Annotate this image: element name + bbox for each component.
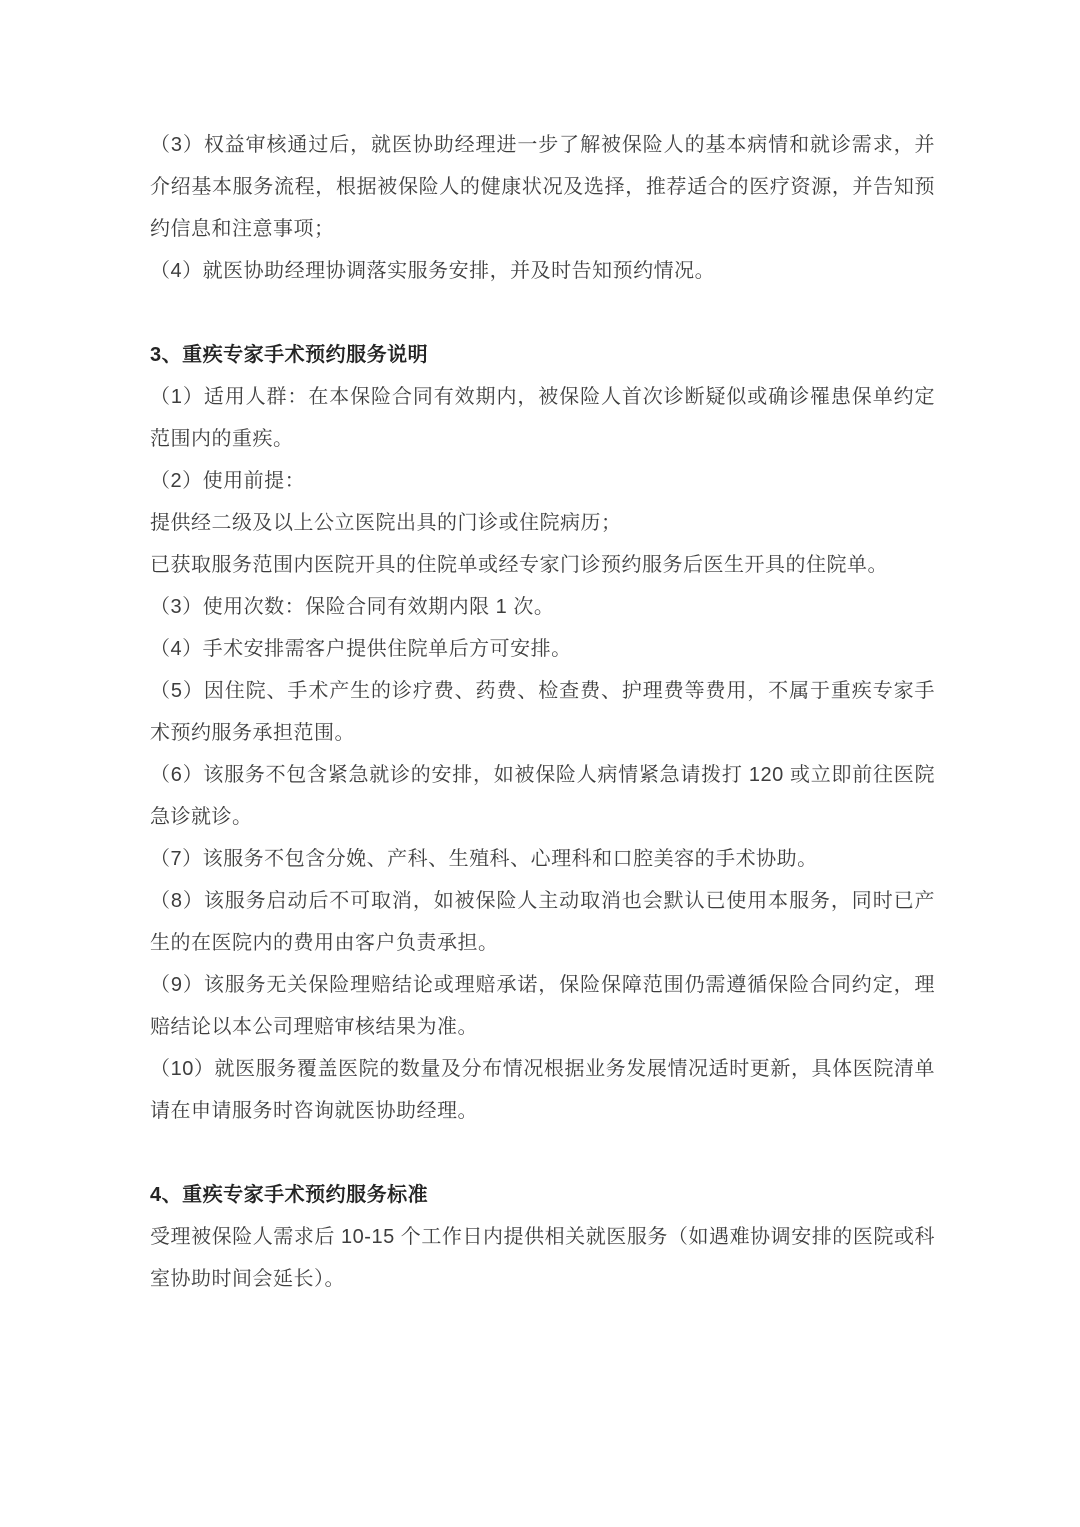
s3-p5-fees-not-covered: （5）因住院、手术产生的诊疗费、药费、检查费、护理费等费用，不属于重疾专家手术预约服务承担范围。 xyxy=(150,680,935,744)
s3-p9-claims-disclaimer: （9）该服务无关保险理赔结论或理赔承诺，保险保障范围仍需遵循保险合同约定，理赔结论以本公司理赔审核结果为准。 xyxy=(150,974,935,1038)
s3-p2-prerequisite: （2）使用前提： xyxy=(150,470,306,492)
s3-p1-applicable-group: （1）适用人群：在本保险合同有效期内，被保险人首次诊断疑似或确诊罹患保单约定范围内的重疾。 xyxy=(150,386,935,450)
s3-p6-no-emergency: （6）该服务不包含紧急就诊的安排，如被保险人病情紧急请拨打 120 或立即前往医院急诊就诊。 xyxy=(150,764,935,828)
s3-p2-prerequisite-records: 提供经二级及以上公立医院出具的门诊或住院病历； xyxy=(150,512,622,534)
s3-p2-prerequisite-admission: 已获取服务范围内医院开具的住院单或经专家门诊预约服务后医生开具的住院单。 xyxy=(150,554,888,576)
s4-service-standard: 受理被保险人需求后 10-15 个工作日内提供相关就医服务（如遇难协调安排的医院或科室协助时间会延长）。 xyxy=(150,1226,935,1290)
para-3-benefit-review: （3）权益审核通过后，就医协助经理进一步了解被保险人的基本病情和就诊需求，并介绍基本服务流程，根据被保险人的健康状况及选择，推荐适合的医疗资源，并告知预约信息和注意事项； xyxy=(150,134,935,240)
s3-p4-surgery-arrangement: （4）手术安排需客户提供住院单后方可安排。 xyxy=(150,638,572,660)
s3-p8-no-cancellation: （8）该服务启动后不可取消，如被保险人主动取消也会默认已使用本服务，同时已产生的在医院内的费用由客户负责承担。 xyxy=(150,890,935,954)
section-3-heading: 3、重疾专家手术预约服务说明 xyxy=(150,344,429,366)
section-4-heading: 4、重疾专家手术预约服务标准 xyxy=(150,1184,429,1206)
s3-p7-exclusions: （7）该服务不包含分娩、产科、生殖科、心理科和口腔美容的手术协助。 xyxy=(150,848,818,870)
s3-p3-usage-count: （3）使用次数：保险合同有效期内限 1 次。 xyxy=(150,596,555,618)
s3-p10-hospital-coverage: （10）就医服务覆盖医院的数量及分布情况根据业务发展情况适时更新，具体医院清单请在申请服务时咨询就医协助经理。 xyxy=(150,1058,935,1122)
para-4-service-arrangement: （4）就医协助经理协调落实服务安排，并及时告知预约情况。 xyxy=(150,260,716,282)
